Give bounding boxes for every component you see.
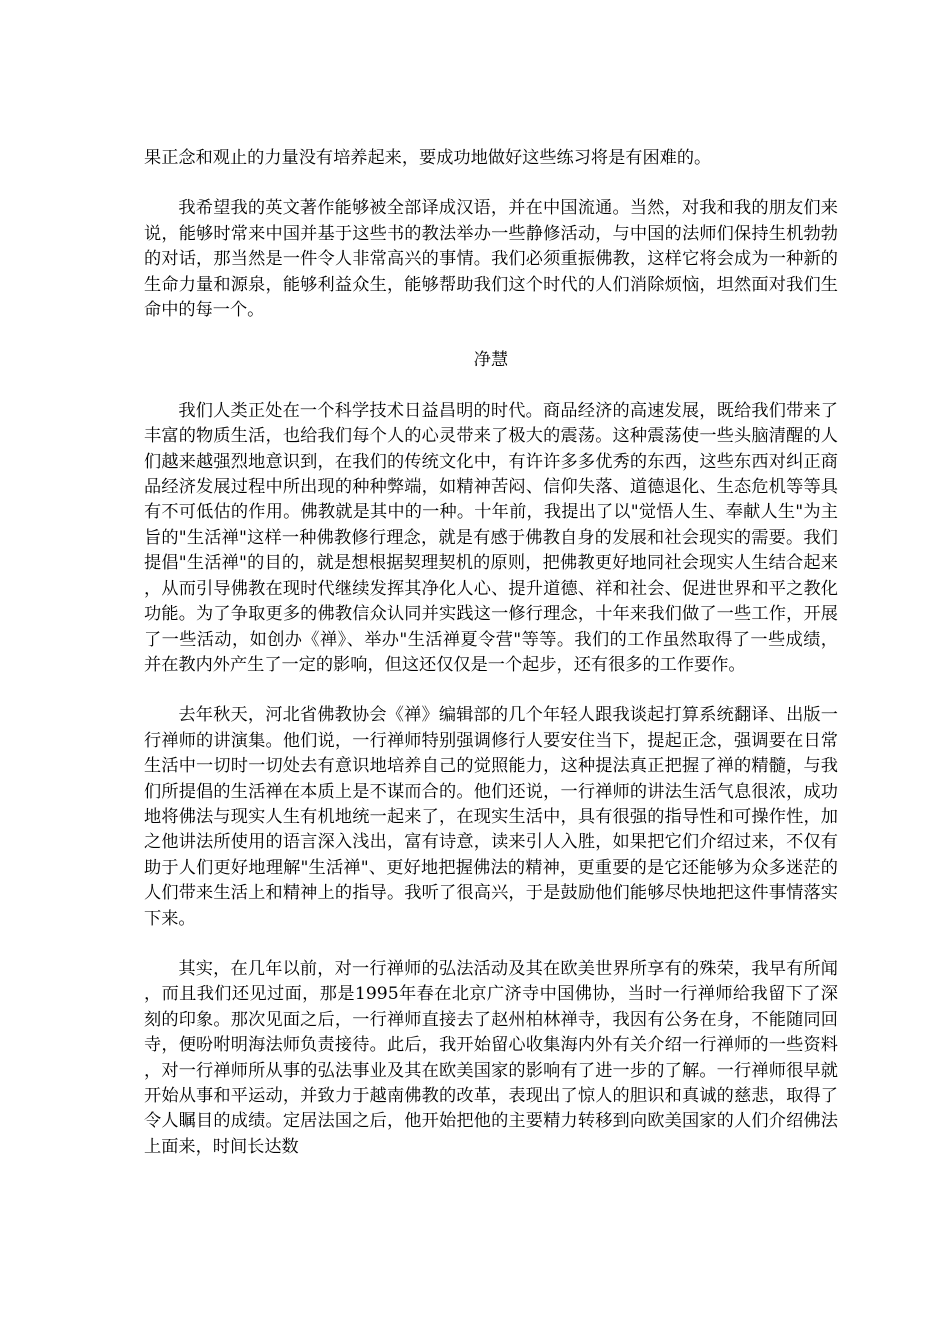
signature-name: 净慧 (473, 350, 509, 371)
document-page (144, 146, 838, 1160)
paragraph-last-autumn: 去年秋天，河北省佛教协会《禅》编辑部的几个年轻人跟我谈起打算系统翻译、出版一行禅师的讲演集。他们说，一行禅师特别强调修行人要安住当下，提起正念，强调要在日常生活中一切时一切处去有意识地培养自己的觉照能力，这种提法真正把握了禅的精髓，与我们所提倡的生活禅在本质上是不谋而合的。他们还说，一行禅师的讲法生活气息很浓，成功地将佛法与现实人生有机地统一起来了，在现实生活中，具有很强的指导性和可操作性，加之他讲法所使用的语言深入浅出，富有诗意，读来引人入胜，如果把它们介绍过来，不仅有助于人们更好地理解"生活禅"、更好地把握佛法的精神，更重要的是它还能够为众多迷茫的人们带来生活上和精神上的指导。我听了很高兴，于是鼓励他们能够尽快地把这件事情落实下来。 (144, 705, 838, 929)
paragraph-earlier-meeting: 其实，在几年以前，对一行禅师的弘法活动及其在欧美世界所享有的殊荣，我早有所闻，而且我们还见过面，那是1995年春在北京广济寺中国佛协，当时一行禅师给我留下了深刻的印象。那次见面之后，一行禅师直接去了赵州柏林禅寺，我因有公务在身，不能随同回寺，便吩咐明海法师负责接待。此后，我开始留心收集海内外有关介绍一行禅师的一些资料，对一行禅师所从事的弘法事业及其在欧美国家的影响有了进一步的了解。一行禅师很早就开始从事和平运动，并致力于越南佛教的改革，表现出了惊人的胆识和真诚的慈悲，取得了令人瞩目的成绩。定居法国之后，他开始把他的主要精力转移到向欧美国家的人们介绍佛法上面来，时间长达数 (144, 958, 838, 1157)
paragraph-era-of-science: 我们人类正处在一个科学技术日益昌明的时代。商品经济的高速发展，既给我们带来了丰富的物质生活，也给我们每个人的心灵带来了极大的震荡。这种震荡使一些头脑清醒的人们越来越强烈地意识到，在我们的传统文化中，有许许多多优秀的东西，这些东西对纠正商品经济发展过程中所出现的种种弊端，如精神苦闷、信仰失落、道德退化、生态危机等等具有不可低估的作用。佛教就是其中的一种。十年前，我提出了以"觉悟人生、奉献人生"为主旨的"生活禅"这样一种佛教修行理念，就是有感于佛教自身的发展和社会现实的需要。我们提倡"生活禅"的目的，就是想根据契理契机的原则，把佛教更好地同社会现实人生结合起来，从而引导佛教在现时代继续发挥其净化人心、提升道德、祥和社会、促进世界和平之教化功能。为了争取更多的佛教信众认同并实践这一修行理念，十年来我们做了一些工作，开展了一些活动，如创办《禅》、举办"生活禅夏令营"等等。我们的工作虽然取得了一些成绩，并在教内外产生了一定的影响，但这还仅仅是一个起步，还有很多的工作要作。 (144, 400, 838, 675)
paragraph-continuation: 果正念和观止的力量没有培养起来，要成功地做好这些练习将是有困难的。 (144, 148, 712, 168)
paragraph-translation-wish: 我希望我的英文著作能够被全部译成汉语，并在中国流通。当然，对我和我的朋友们来说，能够时常来中国并基于这些书的教法举办一些静修活动，与中国的法师们保持生机勃勃的对话，那当然是一件令人非常高兴的事情。我们必须重振佛教，这样它将会成为一种新的生命力量和源泉，能够利益众生，能够帮助我们这个时代的人们消除烦恼，坦然面对我们生命中的每一个。 (144, 198, 838, 321)
